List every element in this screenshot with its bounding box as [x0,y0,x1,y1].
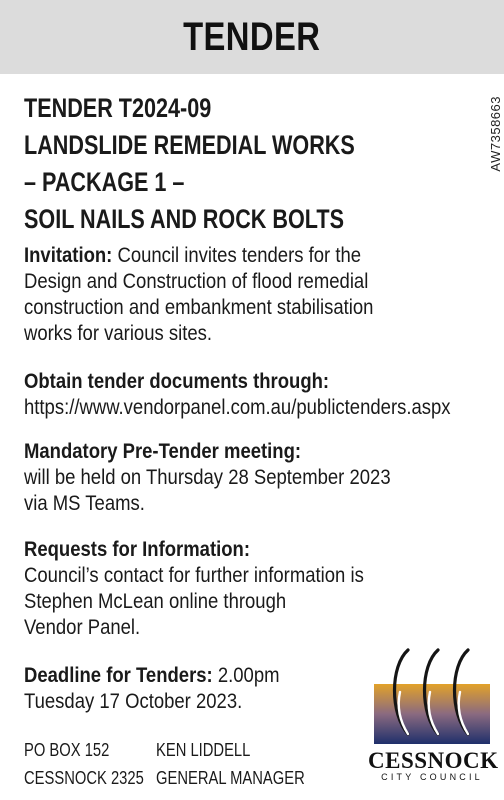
logo-subtitle: CITY COUNCIL [381,772,483,782]
meeting-text: via MS Teams. [24,491,145,515]
heading-line: SOIL NAILS AND ROCK BOLTS [24,204,345,234]
obtain-label: Obtain tender documents through: [24,369,330,393]
address-line: CESSNOCK 2325 [24,768,144,788]
heading-line: TENDER T2024-09 [24,93,212,123]
heading-line: – PACKAGE 1 – [24,167,185,197]
rfi-label: Requests for Information: [24,537,251,561]
requests-for-information-section [24,536,464,640]
signatory-name: KEN LIDDELL [156,740,251,760]
invitation-section [24,242,464,346]
meeting-text: will be held on Thursday 28 September 2023 [24,465,391,489]
tender-heading [24,90,464,238]
deadline-time: 2.00pm [212,663,280,687]
invitation-text: Design and Construction of flood remedial [24,269,369,293]
obtain-documents-section [24,368,464,420]
rfi-text: Stephen McLean online through [24,589,287,613]
rfi-text: Vendor Panel. [24,615,141,639]
invitation-label: Invitation: [24,243,113,267]
invitation-text: Council invites tenders for the [112,243,362,267]
meeting-label: Mandatory Pre-Tender meeting: [24,439,302,463]
postal-address [24,736,170,792]
signatory-title: GENERAL MANAGER [156,768,305,788]
rfi-text: Council’s contact for further information is [24,563,364,587]
logo-wordmark: CESSNOCK [368,748,499,773]
title-banner [0,0,504,74]
banner-title: TENDER [183,14,321,59]
invitation-text: works for various sites. [24,321,213,345]
signatory [156,736,337,792]
heading-line: LANDSLIDE REMEDIAL WORKS [24,130,355,160]
invitation-text: construction and embankment stabilisation [24,295,374,319]
deadline-label: Deadline for Tenders: [24,663,213,687]
deadline-date: Tuesday 17 October 2023. [24,689,243,713]
pre-tender-meeting-section [24,438,464,516]
vendor-panel-url: https://www.vendorpanel.com.au/publictenders.aspx [24,395,451,419]
side-reference-code: AW7358663 [488,96,503,172]
address-line: PO BOX 152 [24,740,110,760]
